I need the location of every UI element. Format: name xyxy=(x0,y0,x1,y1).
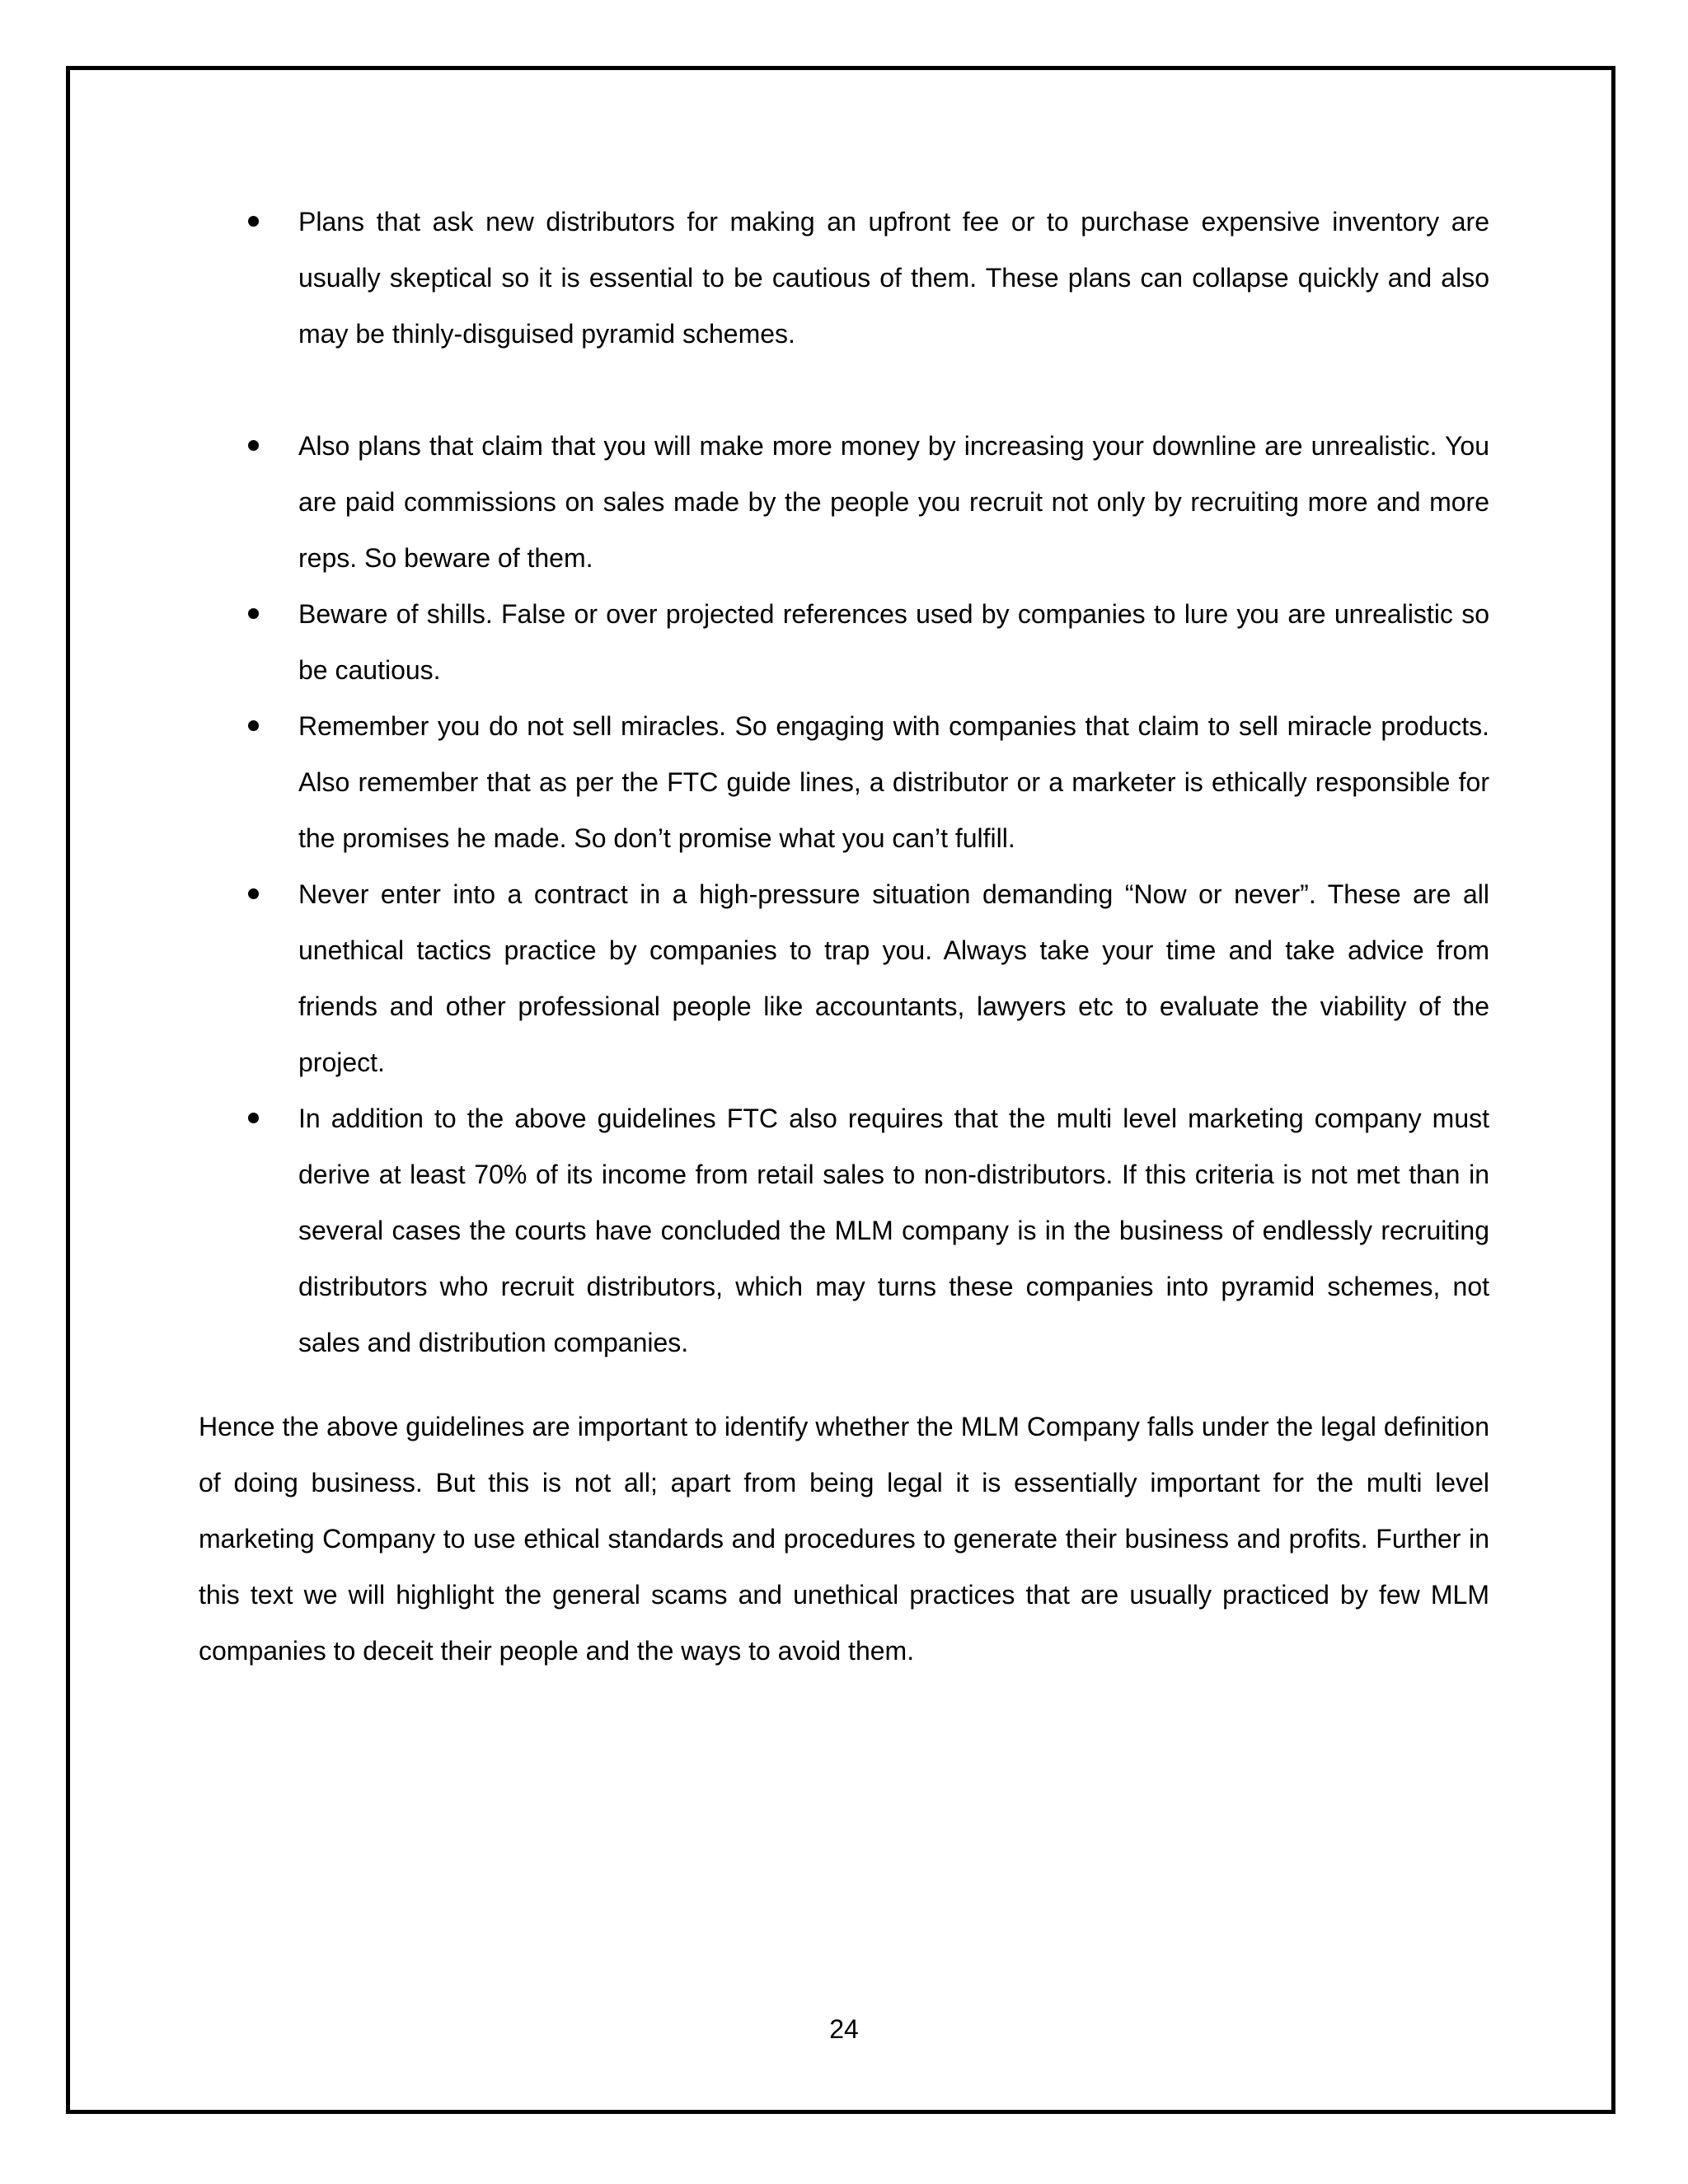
list-item xyxy=(199,418,1489,586)
list-item-text: Never enter into a contract in a high-pressure situation demanding “Now or never”. These are all unethical tactics practice by companies to trap you. Always take your time and take advice from friends and other professional people like accountants, lawyers etc to evaluate the viability of the project. xyxy=(298,879,1489,1077)
list-item-text: Also plans that claim that you will make more money by increasing your downline are unrealistic. You are paid commissions on sales made by the people you recruit not only by recruiting more and more reps. So beware of them. xyxy=(298,431,1489,573)
bullet-icon xyxy=(248,608,259,619)
list-item-text: In addition to the above guidelines FTC also requires that the multi level marketing company must derive at least 70% of its income from retail sales to non-distributors. If this criteria is not met than in several cases the courts have concluded the MLM company is in the business of endlessly recruiting distributors who recruit distributors, which may turns these companies into pyramid schemes, not sales and distribution companies. xyxy=(298,1104,1489,1357)
bullet-icon xyxy=(248,216,259,227)
bullet-icon xyxy=(248,1113,259,1123)
page-number: 24 xyxy=(829,2014,859,2044)
list-item xyxy=(199,698,1489,866)
bullet-icon xyxy=(248,888,259,899)
bullet-icon xyxy=(248,720,259,731)
list-item xyxy=(199,866,1489,1090)
bullet-icon xyxy=(248,440,259,451)
list-item xyxy=(199,1090,1489,1371)
list-item-text: Plans that ask new distributors for making an upfront fee or to purchase expensive inventory are usually skeptical so it is essential to be cautious of them. These plans can collapse quickly and also may be thinly-disguised pyramid schemes. xyxy=(298,207,1489,349)
list-item xyxy=(199,194,1489,362)
bullet-list xyxy=(199,194,1489,1371)
list-item xyxy=(199,586,1489,698)
body-paragraph: Hence the above guidelines are important to identify whether the MLM Company falls under the legal definition of doing business. But this is not all; apart from being legal it is essentially important for the multi level marketing Company to use ethical standards and procedures to generate their business and profits. Further in this text we will highlight the general scams and unethical practices that are usually practiced by few MLM companies to deceit their people and the ways to avoid them. xyxy=(199,1412,1489,1666)
list-item-text: Remember you do not sell miracles. So engaging with companies that claim to sell miracle products. Also remember that as per the FTC guide lines, a distributor or a marketer is ethically responsible for the promises he made. So don’t promise what you can’t fulfill. xyxy=(298,711,1489,853)
list-item-text: Beware of shills. False or over projected references used by companies to lure you are unrealistic so be cautious. xyxy=(298,599,1489,685)
page-content xyxy=(199,194,1489,1679)
